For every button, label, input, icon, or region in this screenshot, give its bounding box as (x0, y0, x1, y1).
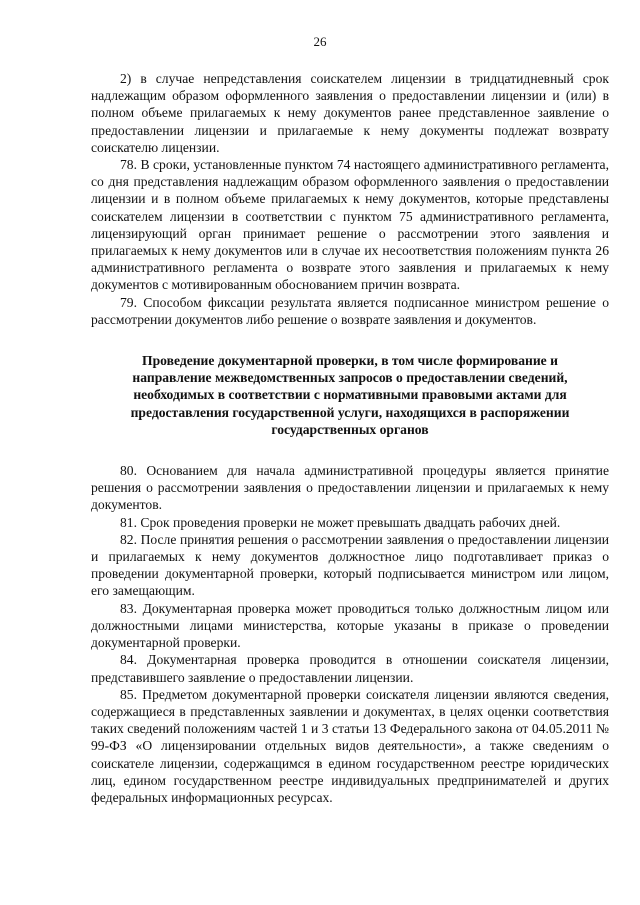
paragraph-79: 79. Способом фиксации результата является подписанное министром решение о рассмотрении документов либо решение о возврате заявления и документов. (91, 294, 609, 327)
paragraph-82: 82. После принятия решения о рассмотрении заявления о предоставлении лицензии и прилагаемых к нему документов должностное лицо подготавливает приказ о проведении документарной проверки, который подписывается министром или лицом, его замещающим. (91, 531, 609, 599)
paragraph-78: 78. В сроки, установленные пунктом 74 настоящего административного регламента, со дня представления надлежащим образом оформленного заявления о предоставлении лицензии и в полном объеме прилагаемых к нему документов, которые представлены соискателем лицензии в соответствии с пунктом 75 административного регламента, лицензирующий орган принимает решение о рассмотрении этого заявления и прилагаемых к нему документов или в случае их несоответствия положениям пункта 26 административного регламента о возврате этого заявления и прилагаемых к нему документов с мотивированным обоснованием причин возврата. (91, 157, 609, 293)
paragraph-81: 81. Срок проведения проверки не может превышать двадцать рабочих дней. (120, 514, 561, 530)
paragraph-2-return-documents: 2) в случае непредставления соискателем лицензии в тридцатидневный срок надлежащим образом оформленного заявления о предоставлении лицензии и (или) в полном объеме прилагаемых к нему документов ранее представленное заявление о предоставлении лицензии и прилагаемые к нему документы подлежат возврату соискателю лицензии. (91, 71, 609, 155)
paragraph-80: 80. Основанием для начала административной процедуры является принятие решения о рассмотрении заявления о предоставлении лицензии и прилагаемых к нему документов. (91, 463, 609, 513)
paragraph-85: 85. Предметом документарной проверки соискателя лицензии являются сведения, содержащиеся в представленных заявлении и документах, в целях оценки соответствия таких сведений положениям частей 1 и 3 статьи 13 Федерального закона от 04.05.2011 № 99-ФЗ «О лицензировании отдельных видов деятельности», а также сведениям о соискателе лицензии, содержащимся в едином государственном реестре юридических лиц, едином государственном реестре индивидуальных предпринимателей и других федеральных информационных ресурсах. (91, 686, 609, 805)
page-number: 26 (313, 34, 327, 49)
paragraph-84: 84. Документарная проверка проводится в отношении соискателя лицензии, представившего заявление о предоставлении лицензии. (91, 652, 609, 685)
page-content (91, 70, 609, 806)
paragraph-83: 83. Документарная проверка может проводиться только должностным лицом или должностными лицами министерства, которые указаны в приказе о проведении документарной проверки. (91, 600, 609, 651)
section-heading-documentary-inspection: Проведение документарной проверки, в том числе формирование и направление межведомственных запросов о предоставлении сведений, необходимых в соответствии с нормативными правовыми актами для предоставления государственной услуги, находящихся в распоряжении государственных органов (130, 353, 570, 437)
